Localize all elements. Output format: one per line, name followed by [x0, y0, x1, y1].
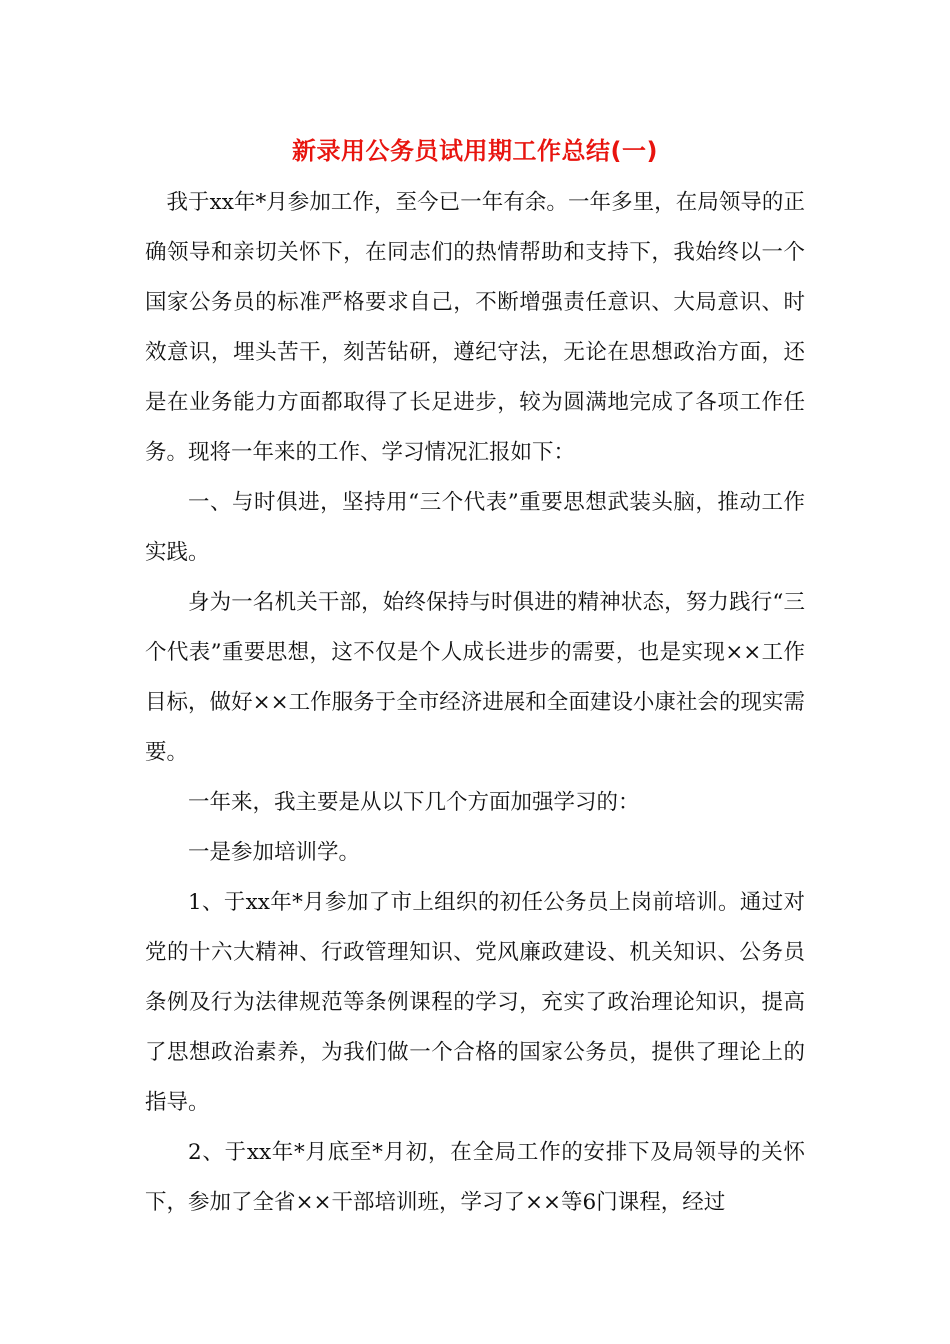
document-body — [145, 178, 805, 1228]
paragraph-subheading: 一是参加培训学。 — [188, 840, 361, 865]
document-title: 新录用公务员试用期工作总结(一) — [292, 137, 658, 165]
paragraph-body: 一年来，我主要是从以下几个方面加强学习的： — [188, 790, 640, 815]
paragraph-list-item: 2、于xx年*月底至*月初，在全局工作的安排下及局领导的关怀下，参加了全省××干部培训班，学习了××等6门课程，经过 — [145, 1140, 805, 1215]
paragraph-intro: 我于xx年*月参加工作，至今已一年有余。一年多里，在局领导的正确领导和亲切关怀下，在同志们的热情帮助和支持下，我始终以一个国家公务员的标准严格要求自己，不断增强责任意识、大局意识、时效意识，埋头苦干，刻苦钻研，遵纪守法，无论在思想政治方面，还是在业务能力方面都取得了长足进步，较为圆满地完成了各项工作任务。现将一年来的工作、学习情况汇报如下： — [145, 190, 805, 465]
paragraph-list-item: 1、于xx年*月参加了市上组织的初任公务员上岗前培训。通过对党的十六大精神、行政管理知识、党风廉政建设、机关知识、公务员条例及行为法律规范等条例课程的学习，充实了政治理论知识，提高了思想政治素养，为我们做一个合格的国家公务员，提供了理论上的指导。 — [145, 890, 805, 1115]
paragraph-section-heading: 一、与时俱进，坚持用“三个代表”重要思想武装头脑，推动工作实践。 — [145, 490, 805, 565]
paragraph-body: 身为一名机关干部，始终保持与时俱进的精神状态，努力践行“三个代表”重要思想，这不仅是个人成长进步的需要，也是实现××工作目标，做好××工作服务于全市经济进展和全面建设小康社会的现实需要。 — [145, 590, 805, 765]
